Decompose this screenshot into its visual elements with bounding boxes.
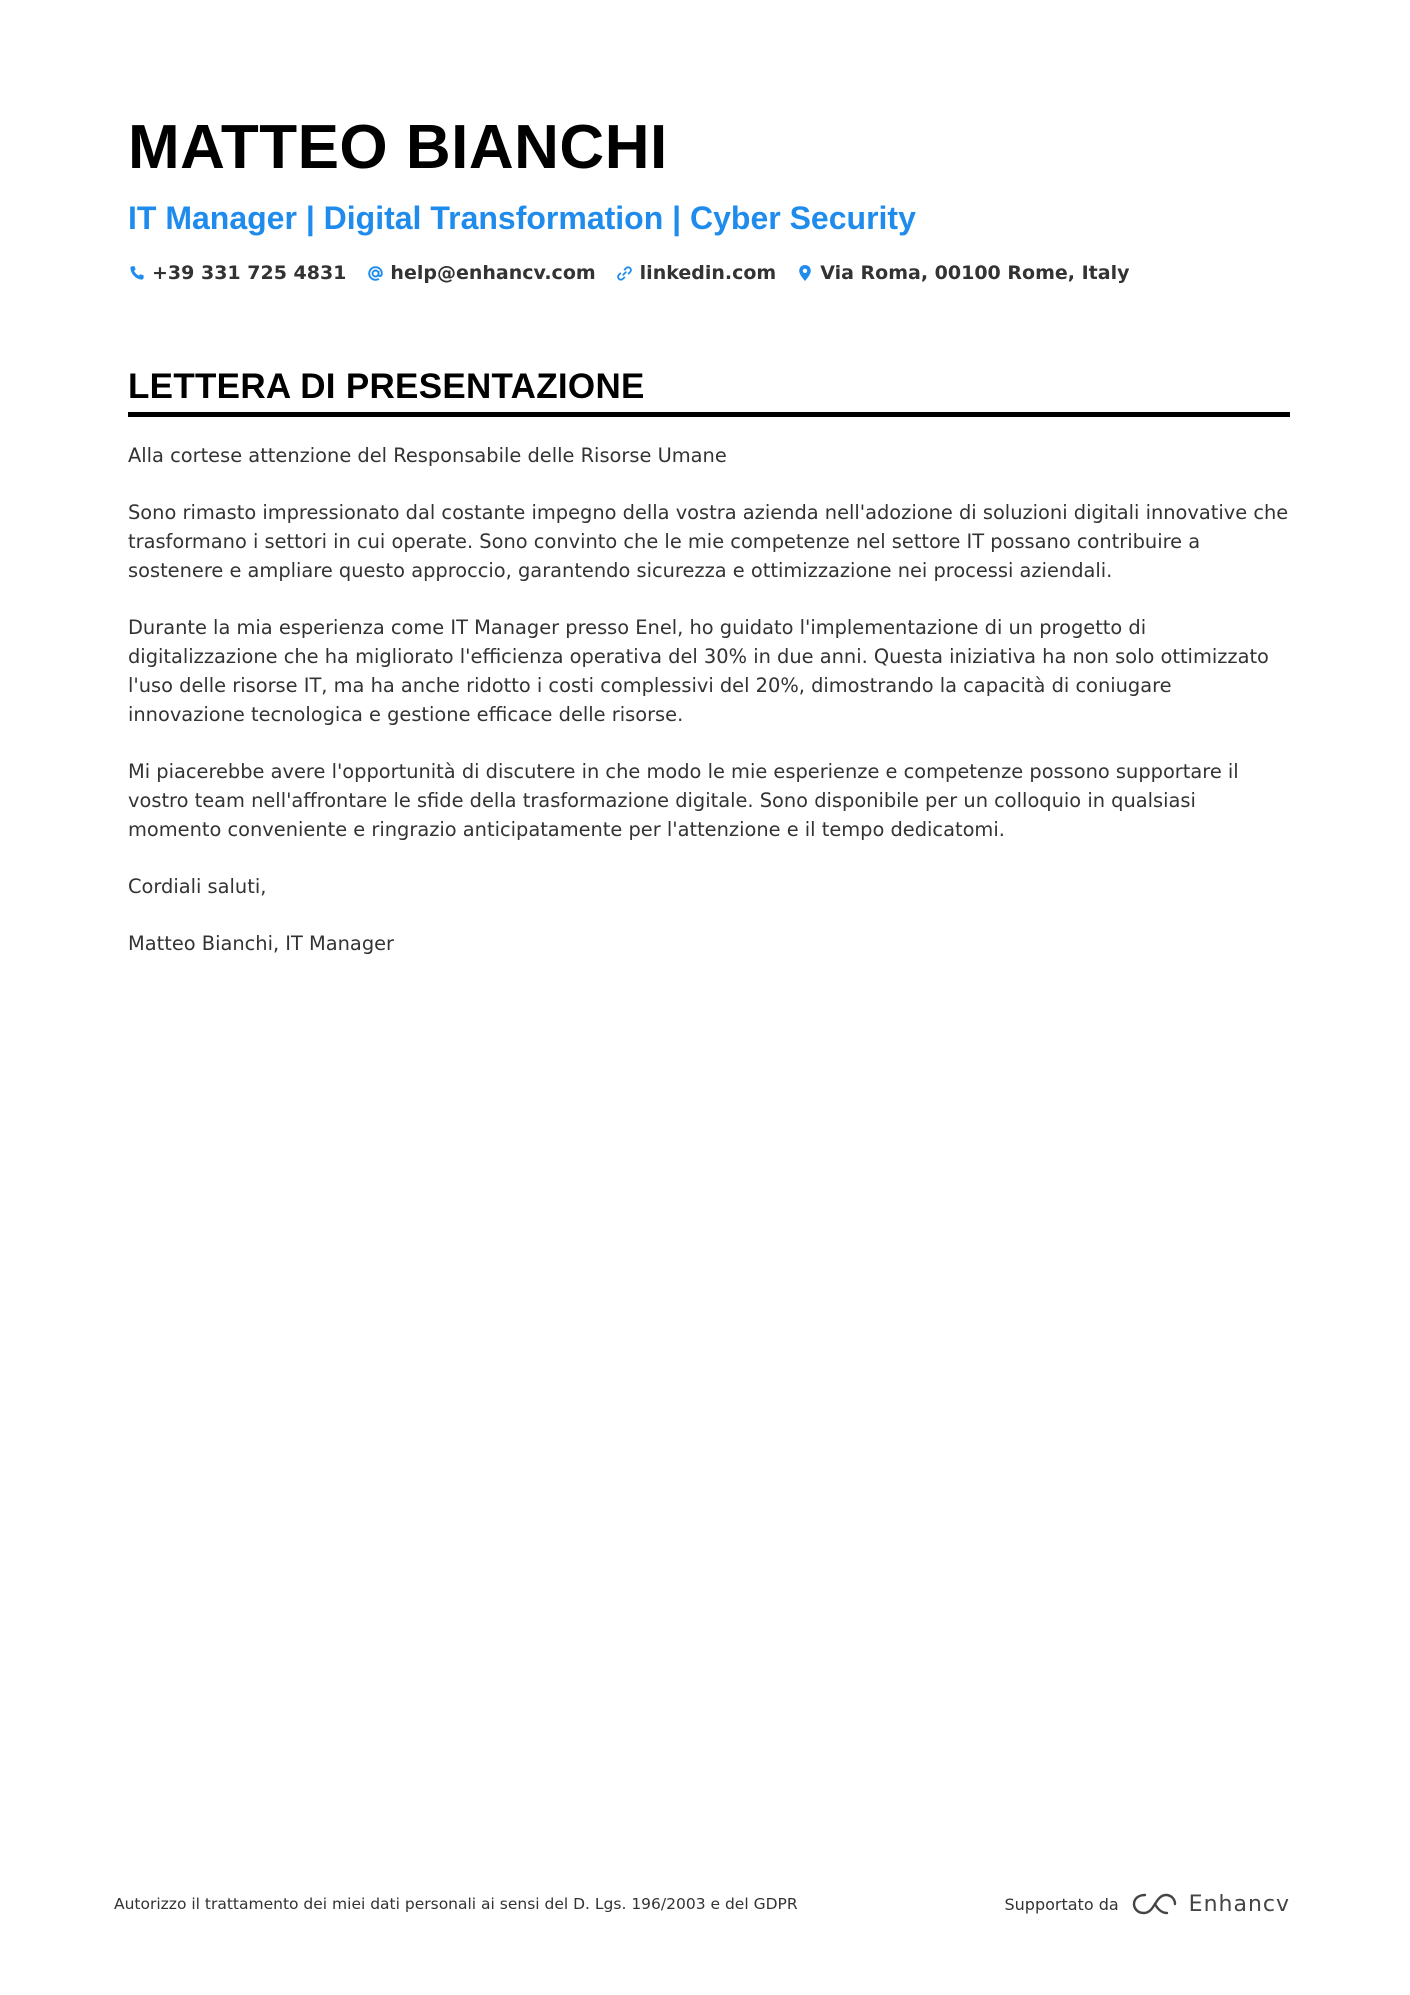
link-icon <box>616 263 634 283</box>
contact-email <box>366 262 595 284</box>
brand-name: Enhancv <box>1188 1891 1290 1917</box>
letter-closing: Cordiali saluti, <box>128 875 267 898</box>
enhancv-logo-icon <box>1131 1891 1179 1917</box>
section-title: LETTERA DI PRESENTAZIONE <box>128 367 645 406</box>
letter-salutation: Alla cortese attenzione del Responsabile delle Risorse Umane <box>128 444 727 467</box>
address: Via Roma, 00100 Rome, Italy <box>820 262 1130 284</box>
linkedin-url: linkedin.com <box>639 262 777 284</box>
footer <box>114 1884 1290 1924</box>
section-divider <box>128 412 1290 417</box>
phone-icon <box>128 263 146 283</box>
section-heading <box>128 364 1290 417</box>
privacy-consent: Autorizzo il trattamento dei miei dati personali ai sensi del D. Lgs. 196/2003 e del GDPR <box>114 1895 798 1913</box>
at-icon <box>366 263 384 283</box>
letter-paragraph: Durante la mia esperienza come IT Manager presso Enel, ho guidato l'implementazione di un progetto di digitalizzazione che ha migliorato l'efficienza operativa del 30% in due anni. Questa iniziativa ha non solo ottimizzato l'uso delle risorse IT, ma ha anche ridotto i costi complessivi del 20%, dimostrando la capacità di coniugare innovazione tecnologica e gestione efficace delle risorse. <box>128 616 1269 726</box>
brand-logo <box>1131 1891 1290 1917</box>
contact-bar <box>128 258 1290 288</box>
letter-body <box>128 441 1290 986</box>
header <box>128 108 1290 288</box>
contact-address <box>796 262 1129 284</box>
letter-paragraph: Sono rimasto impressionato dal costante impegno della vostra azienda nell'adozione di soluzioni digitali innovative che trasformano i settori in cui operate. Sono convinto che le mie competenze nel settore IT possano contribuire a sostenere e ampliare questo approccio, garantendo sicurezza e ottimizzazione nei processi aziendali. <box>128 501 1289 582</box>
location-pin-icon <box>796 263 814 283</box>
powered-by-label: Supportato da <box>1004 1894 1119 1914</box>
candidate-title: IT Manager | Digital Transformation | Cyber Security <box>128 200 916 236</box>
powered-by[interactable] <box>1005 1891 1291 1917</box>
contact-phone <box>128 262 346 284</box>
letter-signature: Matteo Bianchi, IT Manager <box>128 932 395 955</box>
phone-number: +39 331 725 4831 <box>152 262 347 284</box>
contact-linkedin <box>616 262 777 284</box>
candidate-name: MATTEO BIANCHI <box>128 113 668 182</box>
email-address: help@enhancv.com <box>390 262 596 284</box>
letter-paragraph: Mi piacerebbe avere l'opportunità di discutere in che modo le mie esperienze e competenze possono supportare il vostro team nell'affrontare le sfide della trasformazione digitale. Sono disponibile per un colloquio in qualsiasi momento conveniente e ringrazio anticipatamente per l'attenzione e il tempo dedicatomi. <box>128 760 1239 841</box>
